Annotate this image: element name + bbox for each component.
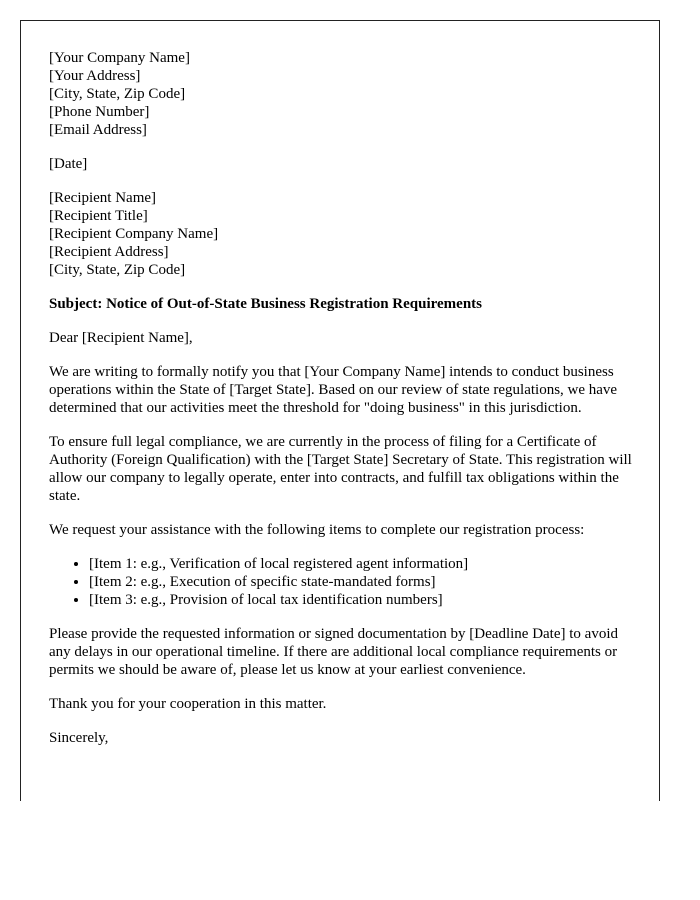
sender-email: [Email Address] xyxy=(49,122,147,138)
sender-city: [City, State, Zip Code] xyxy=(49,86,186,102)
body-paragraph: To ensure full legal compliance, we are currently in the process of filing for a Certificate of Authority (Foreign Qualification) with the [Target State] Secretary of State. This registration will allow our company to legally operate, enter into contracts, and fulfill tax obligations within the state. xyxy=(49,434,632,504)
signoff: Sincerely, xyxy=(49,730,109,746)
list-item: • [Item 3: e.g., Provision of local tax identification numbers] xyxy=(89,591,633,609)
subject-line: Subject: Notice of Out-of-State Business Registration Requirements xyxy=(49,296,483,312)
recipient-title: [Recipient Title] xyxy=(49,208,148,224)
request-list xyxy=(49,555,633,609)
sender-block xyxy=(49,49,633,139)
date-block xyxy=(49,155,633,173)
list-item: • [Item 2: e.g., Execution of specific state-mandated forms] xyxy=(89,573,633,591)
letter-page xyxy=(20,20,660,801)
recipient-block xyxy=(49,189,633,279)
body-paragraph: We request your assistance with the following items to complete our registration process: xyxy=(49,522,585,538)
body-paragraph: Thank you for your cooperation in this matter. xyxy=(49,696,327,712)
recipient-name: [Recipient Name] xyxy=(49,190,157,206)
sender-company: [Your Company Name] xyxy=(49,50,190,66)
salutation: Dear [Recipient Name], xyxy=(49,330,193,346)
sender-address: [Your Address] xyxy=(49,68,141,84)
body-paragraph: Please provide the requested information or signed documentation by [Deadline Date] to avoid any delays in our operational timeline. If there are additional local compliance requirements or permits we should be aware of, please let us know at your earliest convenience. xyxy=(49,626,618,678)
recipient-address: [Recipient Address] xyxy=(49,244,169,260)
list-item: • [Item 1: e.g., Verification of local registered agent information] xyxy=(89,555,633,573)
recipient-company: [Recipient Company Name] xyxy=(49,226,219,242)
body-paragraph: We are writing to formally notify you that [Your Company Name] intends to conduct business operations within the State of [Target State]. Based on our review of state regulations, we have determined that our activities meet the threshold for "doing business" in this jurisdiction. xyxy=(49,364,618,416)
sender-phone: [Phone Number] xyxy=(49,104,150,120)
letter-date: [Date] xyxy=(49,156,88,172)
recipient-city: [City, State, Zip Code] xyxy=(49,262,186,278)
